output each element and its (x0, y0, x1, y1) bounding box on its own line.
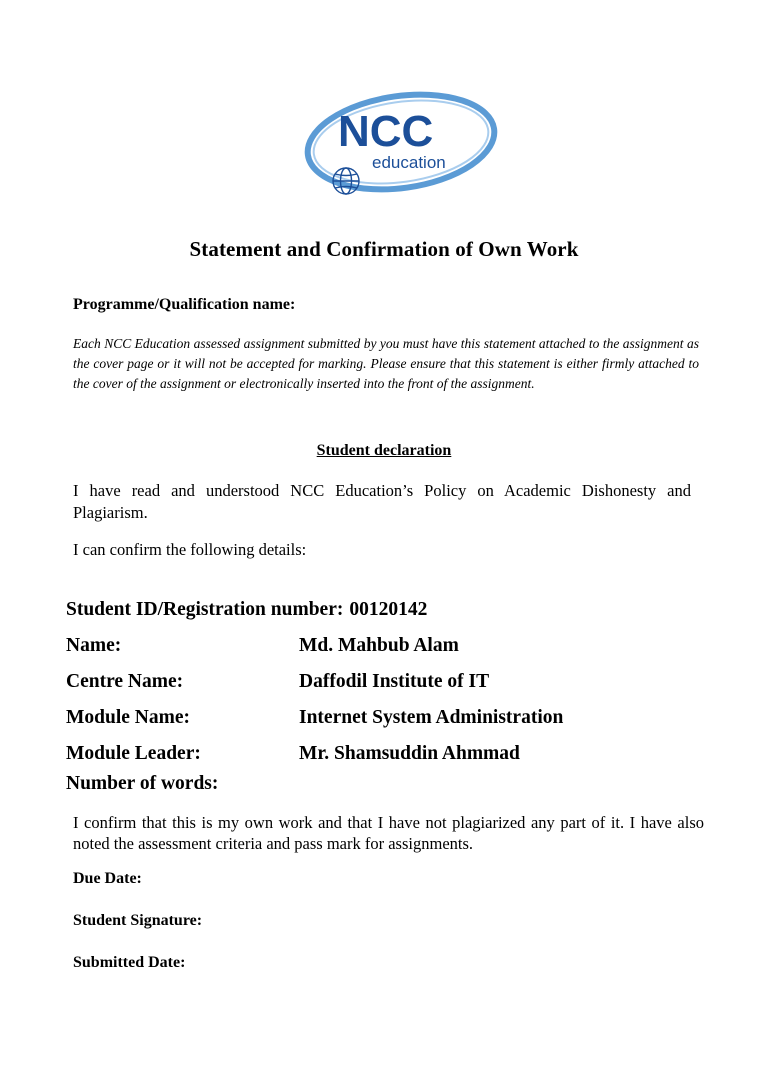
programme-label: Programme/Qualification name: (73, 296, 296, 313)
document-title: Statement and Confirmation of Own Work (189, 237, 579, 261)
declaration-text: I have read and understood NCC Education’s Policy on Academic Dishonesty and Plagiarism. (73, 481, 691, 522)
student-id-label: Student ID/Registration number: (66, 599, 344, 620)
student-id-row (66, 598, 726, 622)
student-signature-label: Student Signature: (73, 912, 203, 929)
submitted-date-label: Submitted Date: (73, 954, 186, 971)
name-label: Name: (66, 635, 122, 656)
logo-name: NCC (338, 107, 434, 156)
words-row (66, 772, 726, 796)
name-value: Md. Mahbub Alam (299, 635, 459, 656)
confirm-intro: I can confirm the following details: (73, 540, 307, 559)
module-row (66, 706, 726, 730)
leader-row (66, 742, 726, 766)
centre-label: Centre Name: (66, 671, 184, 692)
module-label: Module Name: (66, 707, 191, 728)
intro-paragraph: Each NCC Education assessed assignment submitted by you must have this statement attached to the assignment as the cover page or it will not be accepted for marking. Please ensure that this statement is either firmly attached to the cover of the assignment or electronically inserted into the front of the assignment. (73, 336, 699, 391)
name-row (66, 634, 726, 658)
logo-subtitle: education (372, 153, 446, 172)
student-details (66, 598, 726, 808)
words-label: Number of words: (66, 773, 219, 794)
centre-row (66, 670, 726, 694)
globe-icon (333, 168, 359, 194)
ncc-education-logo (302, 88, 500, 204)
leader-label: Module Leader: (66, 743, 201, 764)
module-value: Internet System Administration (299, 707, 564, 728)
leader-value: Mr. Shamsuddin Ahmmad (299, 743, 520, 764)
student-id-value: 00120142 (349, 599, 428, 620)
due-date-label: Due Date: (73, 870, 142, 887)
declaration-heading: Student declaration (316, 442, 452, 459)
centre-value: Daffodil Institute of IT (299, 671, 490, 692)
confirmation-text: I confirm that this is my own work and that I have not plagiarized any part of it. I have also noted the assessment criteria and pass mark for assignments. (73, 813, 704, 853)
